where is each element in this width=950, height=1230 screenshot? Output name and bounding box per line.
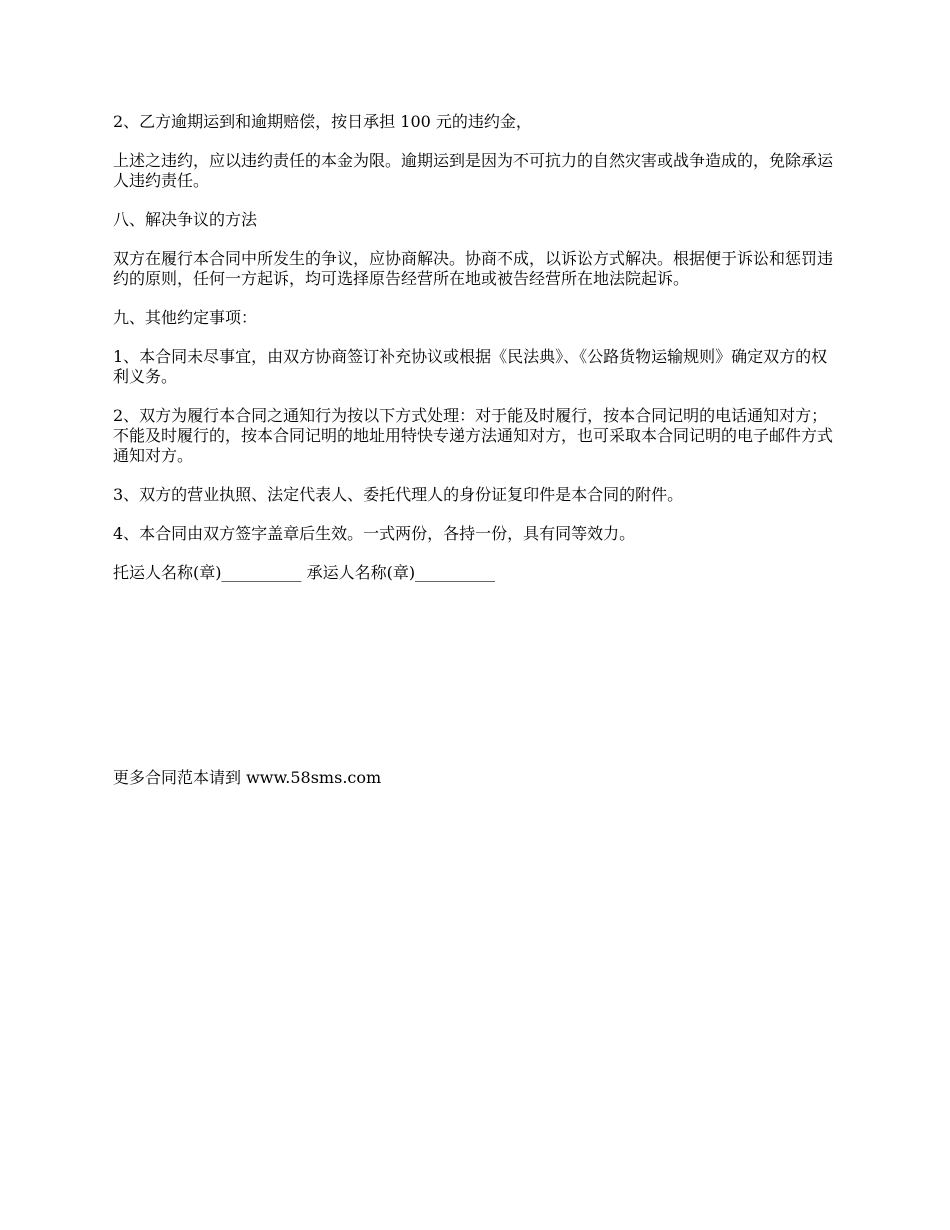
contract-body <box>113 112 843 602</box>
clause-effectiveness: 4、本合同由双方签字盖章后生效。一式两份，各持一份，具有同等效力。 <box>113 524 636 543</box>
section-heading-other-terms: 九、其他约定事项： <box>113 308 258 327</box>
footer-note: 更多合同范本请到 www.58sms.com <box>113 768 382 787</box>
clause-penalty-limit: 上述之违约，应以违约责任的本金为限。逾期运到是因为不可抗力的自然灾害或战争造成的，免除承运人违约责任。 <box>113 151 834 190</box>
clause-attachments: 3、双方的营业执照、法定代表人、委托代理人的身份证复印件是本合同的附件。 <box>113 485 684 504</box>
clause-supplementary-agreement: 1、本合同未尽事宜，由双方协商签订补充协议或根据《民法典》、《公路货物运输规则》确定双方的权利义务。 <box>113 347 828 386</box>
clause-overdue-penalty: 2、乙方逾期运到和逾期赔偿，按日承担 100 元的违约金， <box>113 112 532 131</box>
clause-notification-method: 2、双方为履行本合同之通知行为按以下方式处理：对于能及时履行，按本合同记明的电话通知对方；不能及时履行的，按本合同记明的地址用特快专递方法通知对方，也可采取本合同记明的电子邮件方式通知对方。 <box>113 406 834 465</box>
clause-dispute-resolution: 双方在履行本合同中所发生的争议，应协商解决。协商不成，以诉讼方式解决。根据便于诉讼和惩罚违约的原则，任何一方起诉，均可选择原告经营所在地或被告经营所在地法院起诉。 <box>113 249 834 288</box>
section-heading-dispute-resolution: 八、解决争议的方法 <box>113 210 258 229</box>
signature-line: 托运人名称(章)__________ 承运人名称(章)__________ <box>113 563 496 582</box>
